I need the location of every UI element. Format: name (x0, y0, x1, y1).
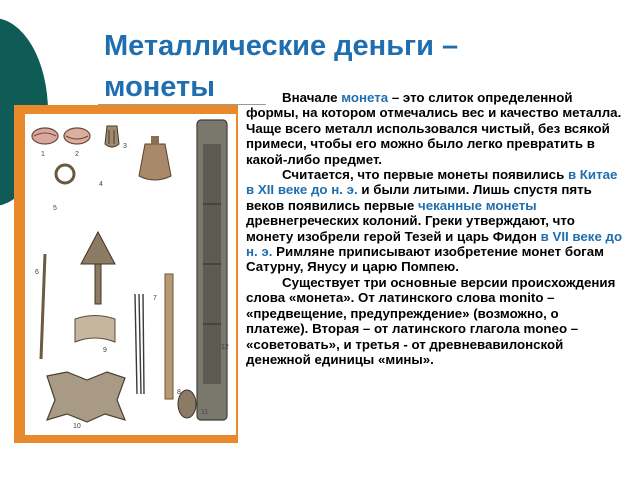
text-run: и были литыми. Лишь спустя пять веков появились первые (246, 182, 592, 213)
text-run: – это слиток определенной формы, на котором отмечались вес и качество металла. Чаще всего металл использовался чистый, без всякой примеси, чтобы его можно было легко превратить в какой-либо предмет. (246, 90, 622, 167)
oxhide-ingot (47, 372, 125, 422)
slide-body-text (246, 90, 624, 367)
item-number: 10 (73, 423, 81, 430)
paragraph-3 (246, 275, 624, 367)
text-run: Считается, что первые монеты появились (282, 167, 568, 183)
item-number: 3 (123, 143, 127, 150)
metal-bundle (105, 126, 119, 147)
highlight-term: монета (341, 90, 389, 105)
paragraph-2 (246, 167, 624, 275)
cowrie-shell-1 (32, 128, 58, 144)
item-number: 9 (103, 347, 107, 354)
spade-money-shaft (95, 264, 101, 304)
bronze-lump-top (151, 136, 159, 145)
spool-money (75, 316, 115, 343)
paragraph-1 (246, 90, 624, 167)
rod-bundle-3 (143, 294, 144, 394)
item-number: 8 (177, 389, 181, 396)
spade-money-head (81, 232, 115, 264)
rod-bundle-2 (139, 294, 141, 394)
item-number: 7 (153, 295, 157, 302)
item-number: 4 (99, 181, 103, 188)
highlight-date: в VII веке до н. э. (246, 228, 623, 260)
rod-bundle-1 (135, 294, 137, 394)
item-number: 12 (221, 344, 229, 351)
cowrie-shell-2 (64, 128, 90, 144)
highlight-date: в Китае в XII веке до н. э. (246, 167, 618, 198)
spear-rod (165, 274, 173, 399)
item-number: 1 (41, 151, 45, 158)
item-number: 6 (35, 269, 39, 276)
bronze-lump (139, 144, 171, 180)
item-number: 5 (53, 205, 57, 212)
item-number: 2 (75, 151, 79, 158)
text-run: древнегреческих колоний. Греки утверждают, что монету изобрели герой Тезей и царь Фидон (246, 213, 575, 244)
text-run: Вначале (282, 90, 342, 105)
slide-title: Металлические деньги – монеты (104, 30, 459, 103)
item-number: 11 (201, 409, 209, 416)
text-run: Существует три основные версии происхождения слова «монета». От латинского слова monito – «предвещение, предупреждение» (возможно, о платеже). Вторая – от латинского глагола moneo – «советовать», и третья - от древневавилонской денежной единицы «мины». (246, 274, 616, 367)
ancient-money-illustration (25, 114, 236, 435)
rod-1 (41, 254, 45, 359)
ancient-money-drawing (25, 114, 236, 435)
text-run: Римляне приписывают изобретение монет богам Сатурну, Янусу и царю Помпею. (246, 244, 604, 275)
metal-ring (56, 165, 74, 183)
highlight-term: чеканные монеты (418, 197, 537, 213)
